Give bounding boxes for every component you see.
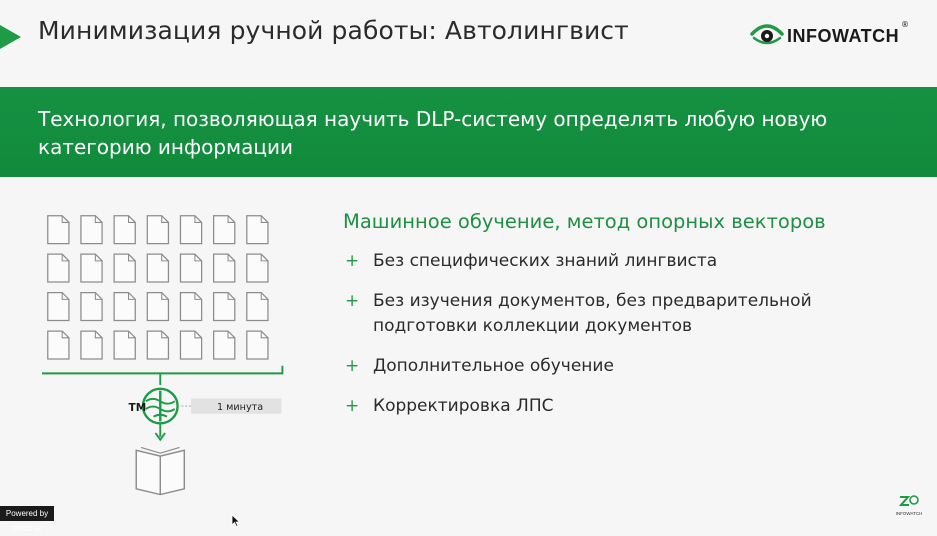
- book-icon: [136, 447, 184, 494]
- infowatch-eye-icon: [749, 14, 785, 54]
- document-icon: [180, 331, 201, 359]
- corner-logo-text: INFOWATCH: [895, 511, 923, 516]
- document-icon: [247, 293, 268, 321]
- document-icon: [247, 216, 268, 244]
- document-icon: [114, 293, 135, 321]
- plus-icon: +: [345, 291, 360, 311]
- document-icon: [114, 216, 135, 244]
- document-icon: [48, 254, 69, 282]
- document-icon: [180, 293, 201, 321]
- list-item: + Дополнительное обучение: [343, 354, 903, 379]
- document-icon: [48, 216, 69, 244]
- document-icon: [247, 254, 268, 282]
- benefits-list: [343, 249, 903, 419]
- time-label: 1 минута: [217, 401, 264, 413]
- document-icon: [48, 331, 69, 359]
- infowatch-logo: [749, 14, 919, 54]
- corner-infowatch-logo-icon: [894, 489, 924, 519]
- logo-registered-mark: ®: [901, 20, 909, 29]
- document-icon: [180, 216, 201, 244]
- document-icon: [214, 331, 235, 359]
- document-icon: [247, 331, 268, 359]
- document-icon: [114, 254, 135, 282]
- powered-by-webinar-badge[interactable]: Powered by Webinar: [0, 506, 54, 521]
- document-icon: [81, 293, 102, 321]
- document-icon: [147, 293, 168, 321]
- document-icon: [214, 216, 235, 244]
- plus-icon: +: [345, 251, 360, 271]
- document-icon: [81, 331, 102, 359]
- document-icon: [114, 331, 135, 359]
- list-item: + Без специфических знаний лингвиста: [343, 249, 903, 274]
- green-banner: [0, 87, 937, 177]
- document-icon: [147, 216, 168, 244]
- list-item: + Корректировка ЛПС: [343, 394, 903, 419]
- grouping-bracket: [42, 366, 282, 374]
- document-icon: [214, 254, 235, 282]
- document-icon: [81, 254, 102, 282]
- document-icon: [147, 254, 168, 282]
- logo-text: INFOWATCH: [787, 26, 900, 46]
- document-icon: [214, 293, 235, 321]
- mouse-cursor-icon: [231, 514, 241, 527]
- document-icon: [48, 293, 69, 321]
- document-grid-diagram: [42, 208, 292, 508]
- document-icon: [180, 254, 201, 282]
- green-arrow-marker: [0, 25, 21, 49]
- slide-title: Минимизация ручной работы: Автолингвист: [38, 16, 629, 45]
- plus-icon: +: [345, 396, 360, 416]
- plus-icon: +: [345, 356, 360, 376]
- document-icon: [81, 216, 102, 244]
- banner-text: Технология, позволяющая научить DLP-систему определять любую новую категорию информации: [38, 107, 828, 159]
- list-item: + Без изучения документов, без предварительной подготовки коллекции документов: [345, 291, 812, 336]
- tm-engine-icon: [143, 389, 178, 424]
- content-subtitle: Машинное обучение, метод опорных векторов: [343, 210, 826, 233]
- tm-label: ТМ: [128, 401, 147, 414]
- document-icon: [147, 331, 168, 359]
- content-panel: [343, 210, 903, 434]
